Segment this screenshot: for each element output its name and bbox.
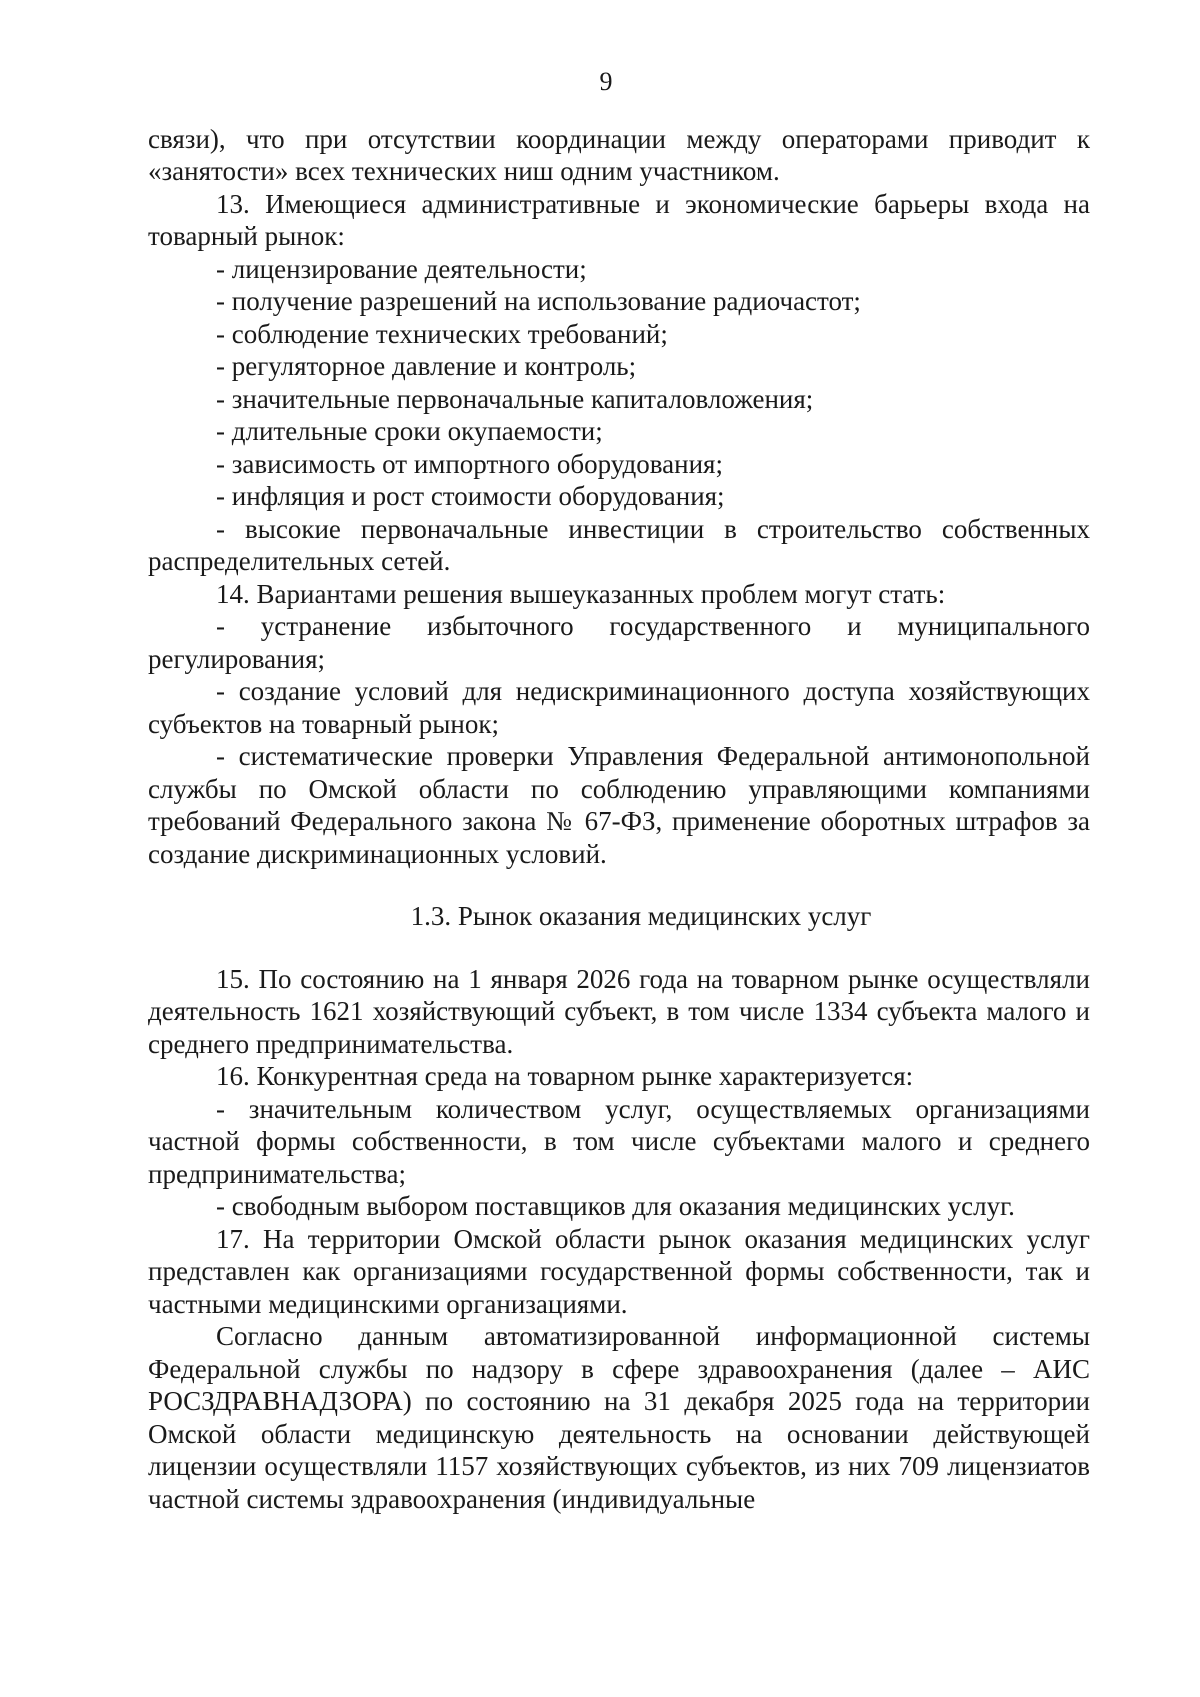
list-item: - соблюдение технических требований; — [216, 318, 668, 349]
list-item: - систематические проверки Управления Федеральной антимонопольной службы по Омской области по соблюдению управляющими компаниями требований Федерального закона № 67-ФЗ, применение оборотных штрафов за создание дискриминационных условий. — [148, 741, 1090, 869]
text-block-top — [148, 123, 1090, 871]
list-item: - свободным выбором поставщиков для оказания медицинских услуг. — [216, 1191, 1015, 1221]
paragraph: 13. Имеющиеся административные и экономические барьеры входа на товарный рынок: — [148, 188, 1090, 251]
list-item: - длительные сроки окупаемости; — [216, 416, 603, 446]
paragraph: Согласно данным автоматизированной информационной системы Федеральной службы по надзору в сфере здравоохранения (далее – АИС РОСЗДРАВНАДЗОРА) по состоянию на 31 декабря 2025 года на территории Омской области медицинскую деятельность на основании действующей лицензии осуществляли 1157 хозяйствующих субъектов, из них 709 лицензиатов частной системы здравоохранения (индивидуальные — [148, 1321, 1090, 1514]
text-block-bottom — [148, 963, 1090, 1516]
list-item: - создание условий для недискриминационного доступа хозяйствующих субъектов на товарный рынок; — [148, 676, 1090, 739]
list-item: - лицензирование деятельности; — [216, 253, 587, 284]
list-item: - высокие первоначальные инвестиции в строительство собственных распределительных сетей. — [148, 513, 1090, 576]
list-item: - регуляторное давление и контроль; — [216, 351, 637, 381]
paragraph: связи), что при отсутствии координации между операторами приводит к «занятости» всех технических ниш одним участником. — [148, 123, 1090, 186]
section-heading: 1.3. Рынок оказания медицинских услуг — [410, 901, 872, 931]
page-number: 9 — [599, 67, 613, 96]
paragraph: 14. Вариантами решения вышеуказанных проблем могут стать: — [216, 578, 946, 609]
paragraph: 15. По состоянию на 1 января 2026 года на товарном рынке осуществляли деятельность 1621 хозяйствующий субъект, в том числе 1334 субъекта малого и среднего предпринимательства. — [148, 963, 1090, 1059]
list-item: - получение разрешений на использование радиочастот; — [216, 286, 861, 316]
list-item: - зависимость от импортного оборудования; — [216, 448, 723, 479]
paragraph: 17. На территории Омской области рынок оказания медицинских услуг представлен как организациями государственной формы собственности, так и частными медицинскими организациями. — [148, 1223, 1090, 1319]
list-item: - значительные первоначальные капиталовложения; — [216, 383, 814, 414]
list-item: - инфляция и рост стоимости оборудования; — [216, 481, 725, 511]
paragraph: 16. Конкурентная среда на товарном рынке характеризуется: — [216, 1061, 914, 1091]
list-item: - устранение избыточного государственного и муниципального регулирования; — [148, 611, 1090, 674]
list-item: - значительным количеством услуг, осуществляемых организациями частной формы собственности, в том числе субъектами малого и среднего предпринимательства; — [148, 1093, 1090, 1189]
